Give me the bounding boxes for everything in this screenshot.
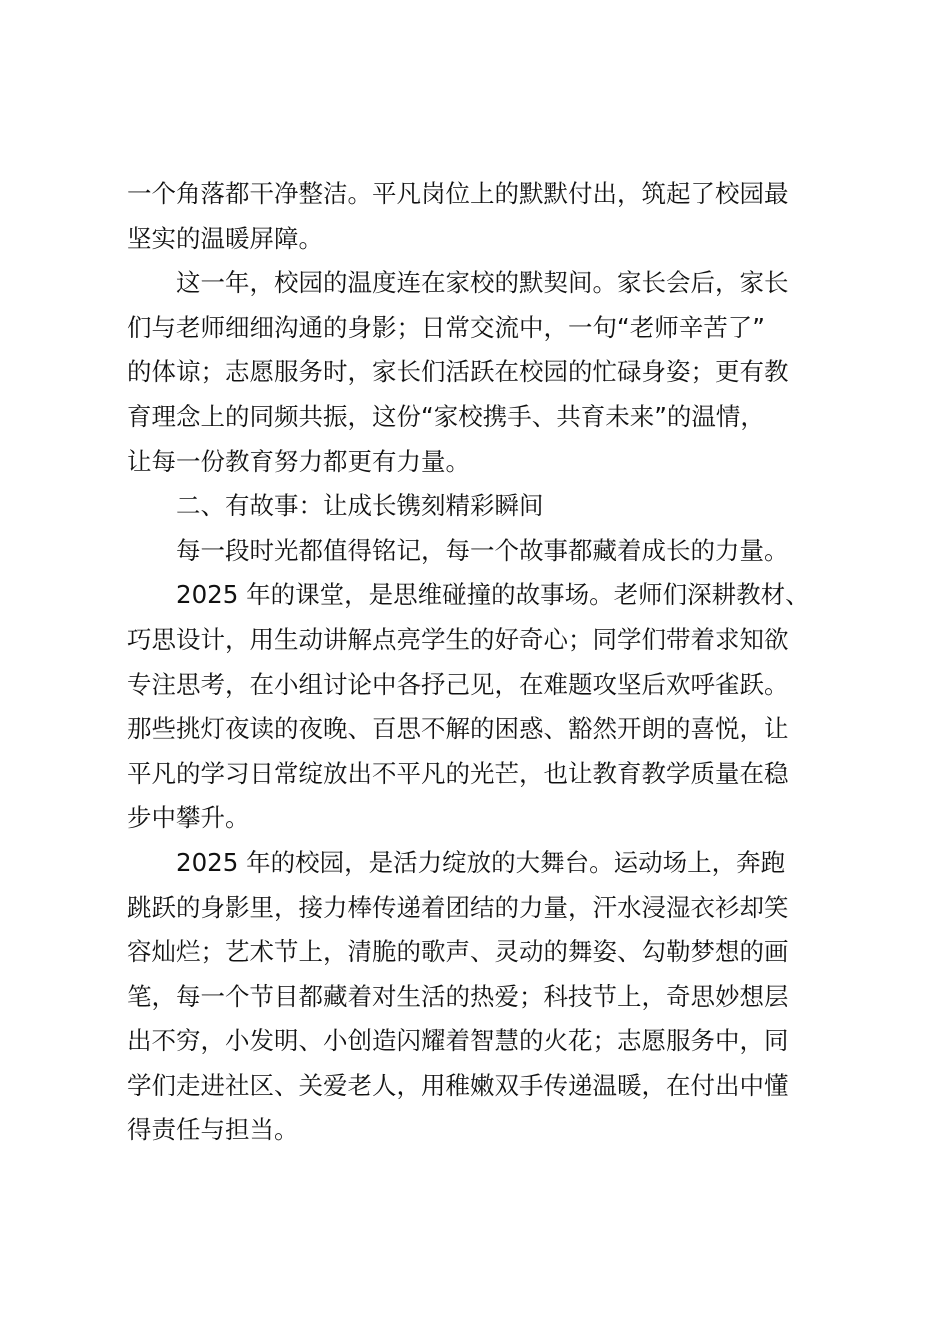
- text-line: 育理念上的同频共振，这份“家校携手、共育未来”的温情，: [127, 401, 765, 431]
- text-line: 一个角落都干净整洁。平凡岗位上的默默付出，筑起了校园最: [127, 179, 789, 208]
- document-body: [127, 172, 839, 1153]
- text-line: 跳跃的身影里，接力棒传递着团结的力量，汗水浸湿衣衫却笑: [127, 892, 789, 922]
- text-line: 们与老师细细沟通的身影；日常交流中，一句“老师辛苦了”: [127, 312, 765, 342]
- text-line: 2025 年的课堂，是思维碰撞的故事场。老师们深耕教材、: [176, 580, 810, 610]
- paragraph: [127, 529, 839, 574]
- text-line: 2025 年的校园，是活力绽放的大舞台。运动场上，奔跑: [176, 847, 786, 877]
- text-line: 学们走进社区、关爱老人，用稚嫩双手传递温暖，在付出中懂: [127, 1070, 789, 1100]
- text-line: 笔，每一个节目都藏着对生活的热爱；科技节上，奇思妙想层: [127, 981, 789, 1011]
- text-line: 坚实的温暖屏障。: [127, 223, 323, 253]
- paragraph: [127, 841, 839, 1153]
- text-line: 容灿烂；艺术节上，清脆的歌声、灵动的舞姿、勾勒梦想的画: [127, 937, 789, 967]
- paragraph: [127, 573, 839, 841]
- paragraph: [127, 261, 839, 484]
- section-heading: [127, 484, 839, 529]
- text-line: 专注思考，在小组讨论中各抒己见，在难题攻坚后欢呼雀跃。: [127, 669, 789, 699]
- paragraph: [127, 172, 839, 261]
- text-line: 那些挑灯夜读的夜晚、百思不解的困惑、豁然开朗的喜悦，让: [127, 714, 789, 744]
- text-line: 让每一份教育努力都更有力量。: [127, 446, 470, 476]
- text-line: 的体谅；志愿服务时，家长们活跃在校园的忙碌身姿；更有教: [127, 357, 789, 387]
- text-line: 平凡的学习日常绽放出不平凡的光芒，也让教育教学质量在稳: [127, 758, 789, 788]
- text-line: 每一段时光都值得铭记，每一个故事都藏着成长的力量。: [176, 535, 789, 565]
- text-line: 步中攀升。: [127, 803, 250, 833]
- text-line: 这一年，校园的温度连在家校的默契间。家长会后，家长: [176, 268, 789, 298]
- text-line: 巧思设计，用生动讲解点亮学生的好奇心；同学们带着求知欲: [127, 624, 789, 654]
- text-line: 得责任与担当。: [127, 1115, 299, 1145]
- text-line: 出不穷，小发明、小创造闪耀着智慧的火花；志愿服务中，同: [127, 1026, 789, 1056]
- heading-text: 二、有故事：让成长镌刻精彩瞬间: [176, 491, 544, 521]
